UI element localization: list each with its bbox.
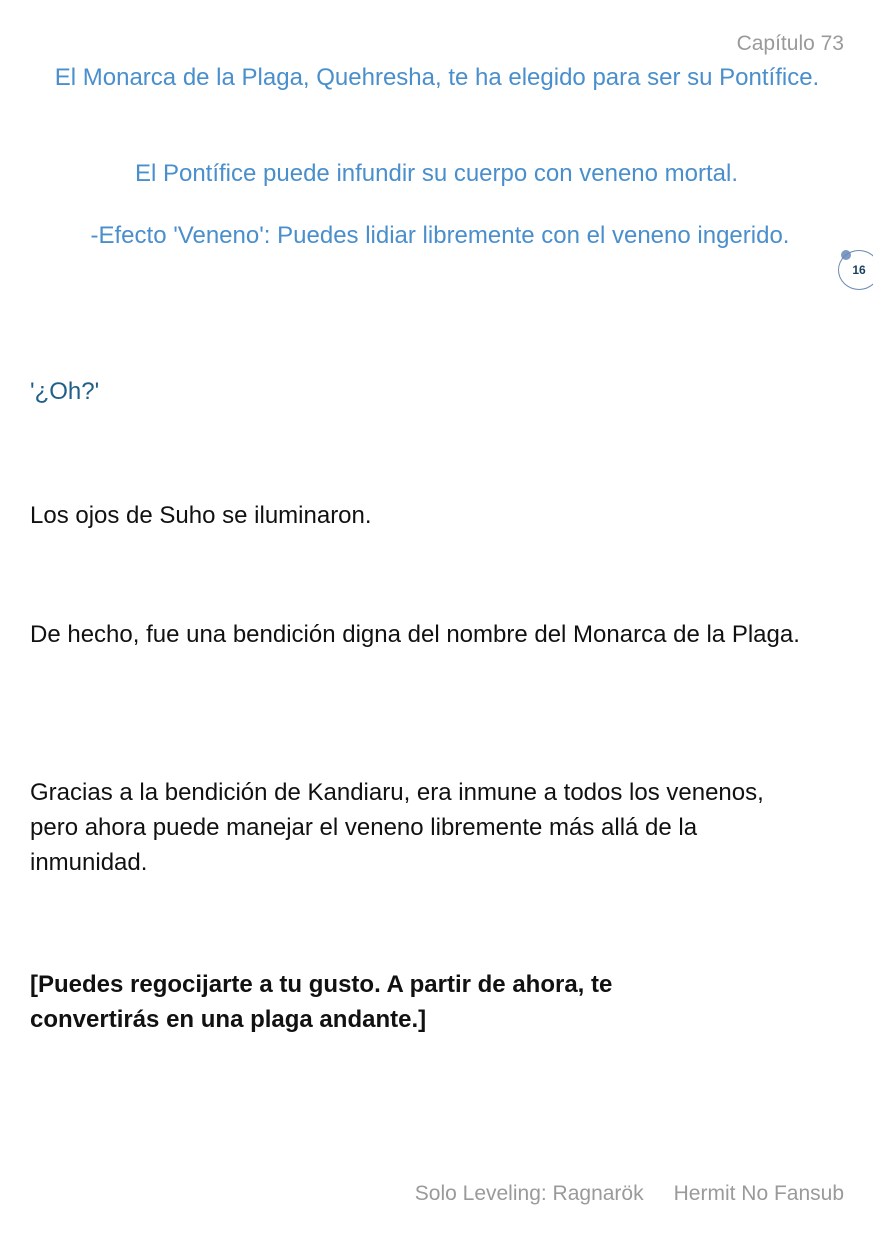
footer — [385, 1182, 844, 1206]
system-message: -Efecto 'Veneno': Puedes lidiar libremente con el veneno ingerido. — [90, 222, 790, 249]
page-badge[interactable]: 16 — [838, 250, 873, 290]
paragraph: [Puedes regocijarte a tu gusto. A partir de ahora, te convertirás en una plaga andante.] — [30, 971, 613, 1033]
chapter-label: Capítulo 73 — [736, 32, 844, 55]
paragraph: Los ojos de Suho se iluminaron. — [30, 502, 372, 529]
paragraph: Gracias a la bendición de Kandiaru, era inmune a todos los venenos, pero ahora puede manejar el veneno libremente más allá de la inmunidad. — [30, 779, 764, 876]
system-message: El Pontífice puede infundir su cuerpo con veneno mortal. — [134, 160, 739, 187]
paragraph: De hecho, fue una bendición digna del nombre del Monarca de la Plaga. — [30, 621, 800, 648]
group-name: Hermit No Fansub — [673, 1182, 844, 1205]
novel-title: Solo Leveling: Ragnarök — [414, 1182, 644, 1205]
paragraph: '¿Oh?' — [30, 378, 100, 405]
system-message: El Monarca de la Plaga, Quehresha, te ha elegido para ser su Pontífice. — [54, 64, 820, 91]
